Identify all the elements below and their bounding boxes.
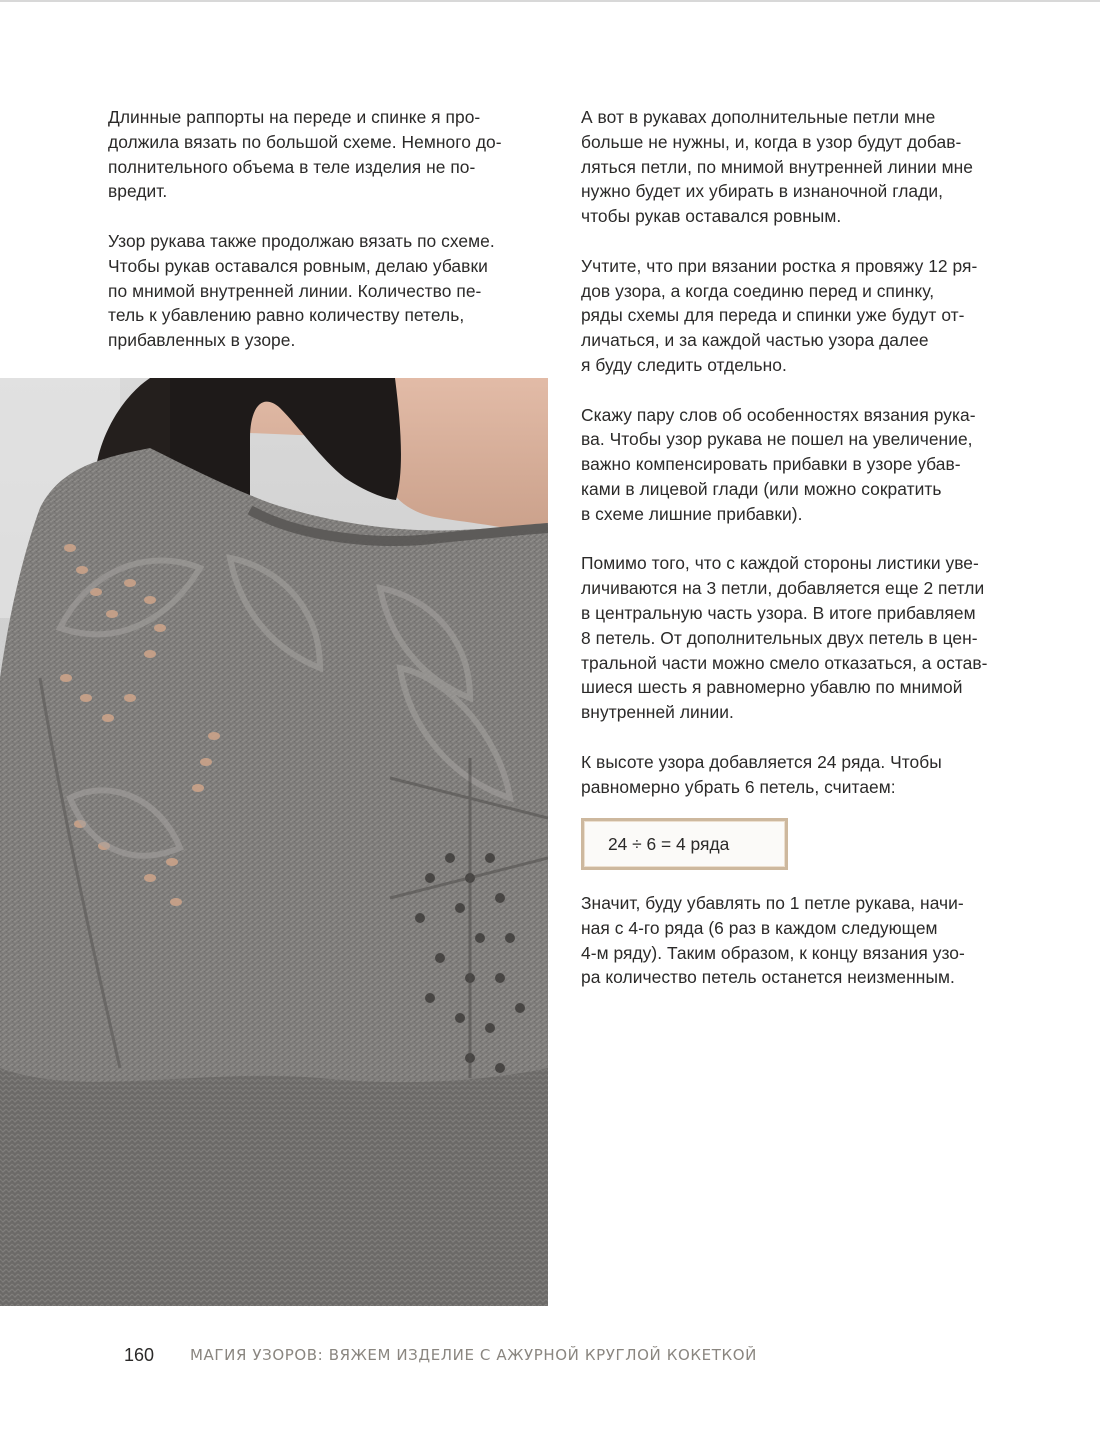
text-line: личаться, и за каждой частью узора далее — [581, 330, 929, 351]
text-line: К высоте узора добавляется 24 ряда. Чтобы — [581, 751, 942, 772]
text-line: Учтите, что при вязании ростка я провяжу 12 ря- — [581, 255, 978, 276]
text-line: Скажу пару слов об особенностях вязания рука- — [581, 404, 976, 425]
right-column — [581, 105, 1031, 824]
top-rule — [0, 0, 1100, 2]
paragraph-pattern-height — [581, 750, 1031, 800]
paragraph-sleeve-stitches — [581, 105, 1031, 229]
text-line: прибавленных в узоре. — [108, 330, 296, 351]
formula-text: 24 ÷ 6 = 4 ряда — [608, 834, 730, 854]
text-line: чтобы рукав оставался ровным. — [581, 206, 842, 227]
text-line: ками в лицевой глади (или можно сократить — [581, 478, 942, 499]
text-line: шиеся шесть я равномерно убавлю по мнимой — [581, 677, 963, 698]
paragraph-conclusion — [581, 891, 1031, 990]
sweater-photo — [0, 378, 548, 1306]
text-line: А вот в рукавах дополнительные петли мне — [581, 107, 936, 127]
text-line: личиваются на 3 петли, добавляется еще 2 петли — [581, 578, 985, 599]
text-line: ва. Чтобы узор рукава не пошел на увеличение, — [581, 429, 973, 450]
text-line: равномерно убрать 6 петель, считаем: — [581, 776, 896, 797]
text-line: ляться петли, по мнимой внутренней линии мне — [581, 156, 973, 177]
text-line: тральной части можно смело отказаться, а остав- — [581, 652, 988, 673]
paragraph-sleeve-pattern — [108, 229, 538, 353]
text-line: по мнимой внутренней линии. Количество пе- — [108, 280, 482, 301]
text-line: нужно будет их убирать в изнаночной глади, — [581, 181, 943, 202]
text-line: полнительного объема в теле изделия не по- — [108, 156, 476, 177]
text-line: Длинные раппорты на переде и спинке я про- — [108, 107, 481, 127]
text-line: дов узора, а когда соединю перед и спинку, — [581, 280, 935, 301]
left-column — [108, 105, 538, 378]
text-line: ряды схемы для переда и спинки уже будут от- — [581, 305, 965, 326]
text-line: вредит. — [108, 181, 168, 202]
paragraph-leaf-increases — [581, 551, 1031, 725]
text-line: Значит, буду убавлять по 1 петле рукава, начи- — [581, 893, 964, 913]
paragraph-sleeve-features — [581, 403, 1031, 527]
formula-box — [581, 818, 788, 870]
text-line: 8 петель. От дополнительных двух петель в цен- — [581, 627, 978, 648]
text-line: больше не нужны, и, когда в узор будут добав- — [581, 131, 962, 152]
text-line: важно компенсировать прибавки в узоре убав- — [581, 454, 961, 475]
right-column-conclusion — [581, 891, 1031, 1015]
page-number: 160 — [124, 1345, 155, 1365]
text-line: ра количество петель останется неизменным. — [581, 967, 955, 988]
text-line: внутренней линии. — [581, 702, 734, 723]
paragraph-long-repeats — [108, 105, 538, 204]
text-line: в центральную часть узора. В итоге прибавляем — [581, 602, 976, 623]
text-line: ная с 4-го ряда (6 раз в каждом следующем — [581, 917, 938, 938]
text-line: я буду следить отдельно. — [581, 354, 787, 375]
text-line: 4-м ряду). Таким образом, к концу вязания узо- — [581, 942, 965, 963]
text-line: Узор рукава также продолжаю вязать по схеме. — [108, 230, 495, 251]
text-line: Помимо того, что с каждой стороны листики уве- — [581, 553, 979, 574]
text-line: Чтобы рукав оставался ровным, делаю убавки — [108, 255, 488, 276]
text-line: тель к убавлению равно количеству петель, — [108, 305, 465, 326]
page-footer — [124, 1345, 757, 1366]
text-line: в схеме лишние прибавки). — [581, 503, 803, 524]
running-title: МАГИЯ УЗОРОВ: ВЯЖЕМ ИЗДЕЛИЕ С АЖУРНОЙ КРУГЛОЙ КОКЕТКОЙ — [190, 1346, 757, 1364]
text-line: должила вязать по большой схеме. Немного до- — [108, 131, 502, 152]
paragraph-growth-rows — [581, 254, 1031, 378]
